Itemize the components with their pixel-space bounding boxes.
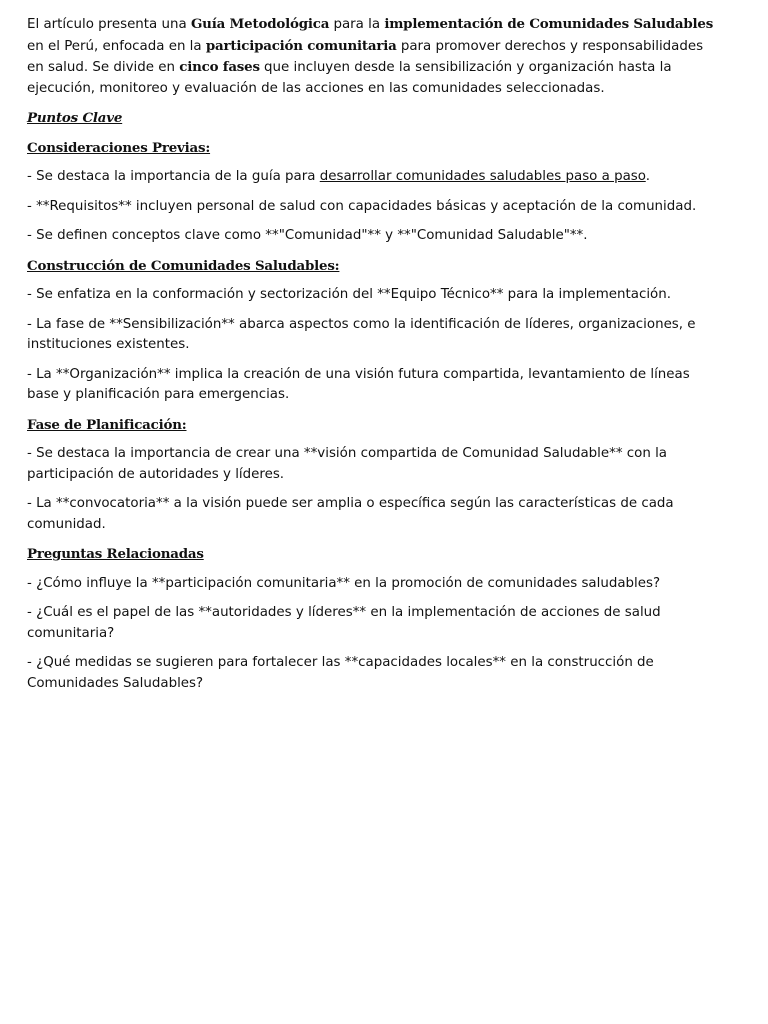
consideraciones-item-2: - **Requisitos** incluyen personal de salud con capacidades básicas y aceptación de la comunidad. <box>27 198 697 214</box>
pregunta-item-3: - ¿Qué medidas se sugieren para fortalecer las **capacidades locales** en la construcción de Comunidades Saludables? <box>27 655 654 691</box>
intro-bold-guia: Guía Metodológica <box>190 16 330 32</box>
intro-text-3: en el Perú, enfocada en la <box>27 38 206 54</box>
planificacion-item-2: - La **convocatoria** a la visión puede ser amplia o específica según las características de cada comunidad. <box>27 496 674 532</box>
construccion-heading: Construcción de Comunidades Saludables: <box>27 257 340 274</box>
intro-text-1: El artículo presenta una <box>27 17 191 32</box>
construccion-item-1: - Se enfatiza en la conformación y sectorización del **Equipo Técnico** para la implementación. <box>27 287 671 302</box>
intro-text-5: que incluyen desde la sensibilización y organización hasta la ejecución, monitoreo y evaluación de las acciones en las comunidades seleccionadas. <box>27 60 672 96</box>
intro-bold-implementacion: implementación de Comunidades Saludables <box>384 16 714 32</box>
planificacion-heading: Fase de Planificación: <box>27 416 187 433</box>
intro-bold-fases: cinco fases <box>179 59 260 75</box>
intro-text-2: para la <box>329 17 385 32</box>
consideraciones-item-1-suffix: . <box>645 169 650 184</box>
preguntas-heading: Preguntas Relacionadas <box>27 546 204 562</box>
intro-bold-participacion: participación comunitaria <box>205 37 397 54</box>
pregunta-item-2: - ¿Cuál es el papel de las **autoridades y líderes** en la implementación de acciones de salud comunitaria? <box>27 605 661 641</box>
construccion-item-2: - La fase de **Sensibilización** abarca aspectos como la identificación de líderes, organizaciones, e instituciones existentes. <box>27 316 696 352</box>
consideraciones-item-1-prefix: - Se destaca la importancia de la guía para <box>27 169 320 184</box>
intro-paragraph <box>27 14 718 99</box>
underlined-phrase: desarrollar comunidades saludables paso a paso <box>319 169 646 184</box>
puntos-clave-heading: Puntos Clave <box>27 110 123 126</box>
consideraciones-item-3: - Se definen conceptos clave como **"Comunidad"** y **"Comunidad Saludable"**. <box>27 228 588 243</box>
planificacion-item-1: - Se destaca la importancia de crear una **visión compartida de Comunidad Saludable** con la participación de autoridades y líderes. <box>27 446 668 482</box>
construccion-item-3: - La **Organización** implica la creación de una visión futura compartida, levantamiento de líneas base y planificación para emergencias. <box>27 366 690 402</box>
consideraciones-heading: Consideraciones Previas: <box>27 139 211 156</box>
consideraciones-item-1 <box>27 167 718 188</box>
pregunta-item-1: - ¿Cómo influye la **participación comunitaria** en la promoción de comunidades saludables? <box>27 575 661 591</box>
intro-text-4: para promover derechos y responsabilidades en salud. Se divide en <box>27 38 704 75</box>
